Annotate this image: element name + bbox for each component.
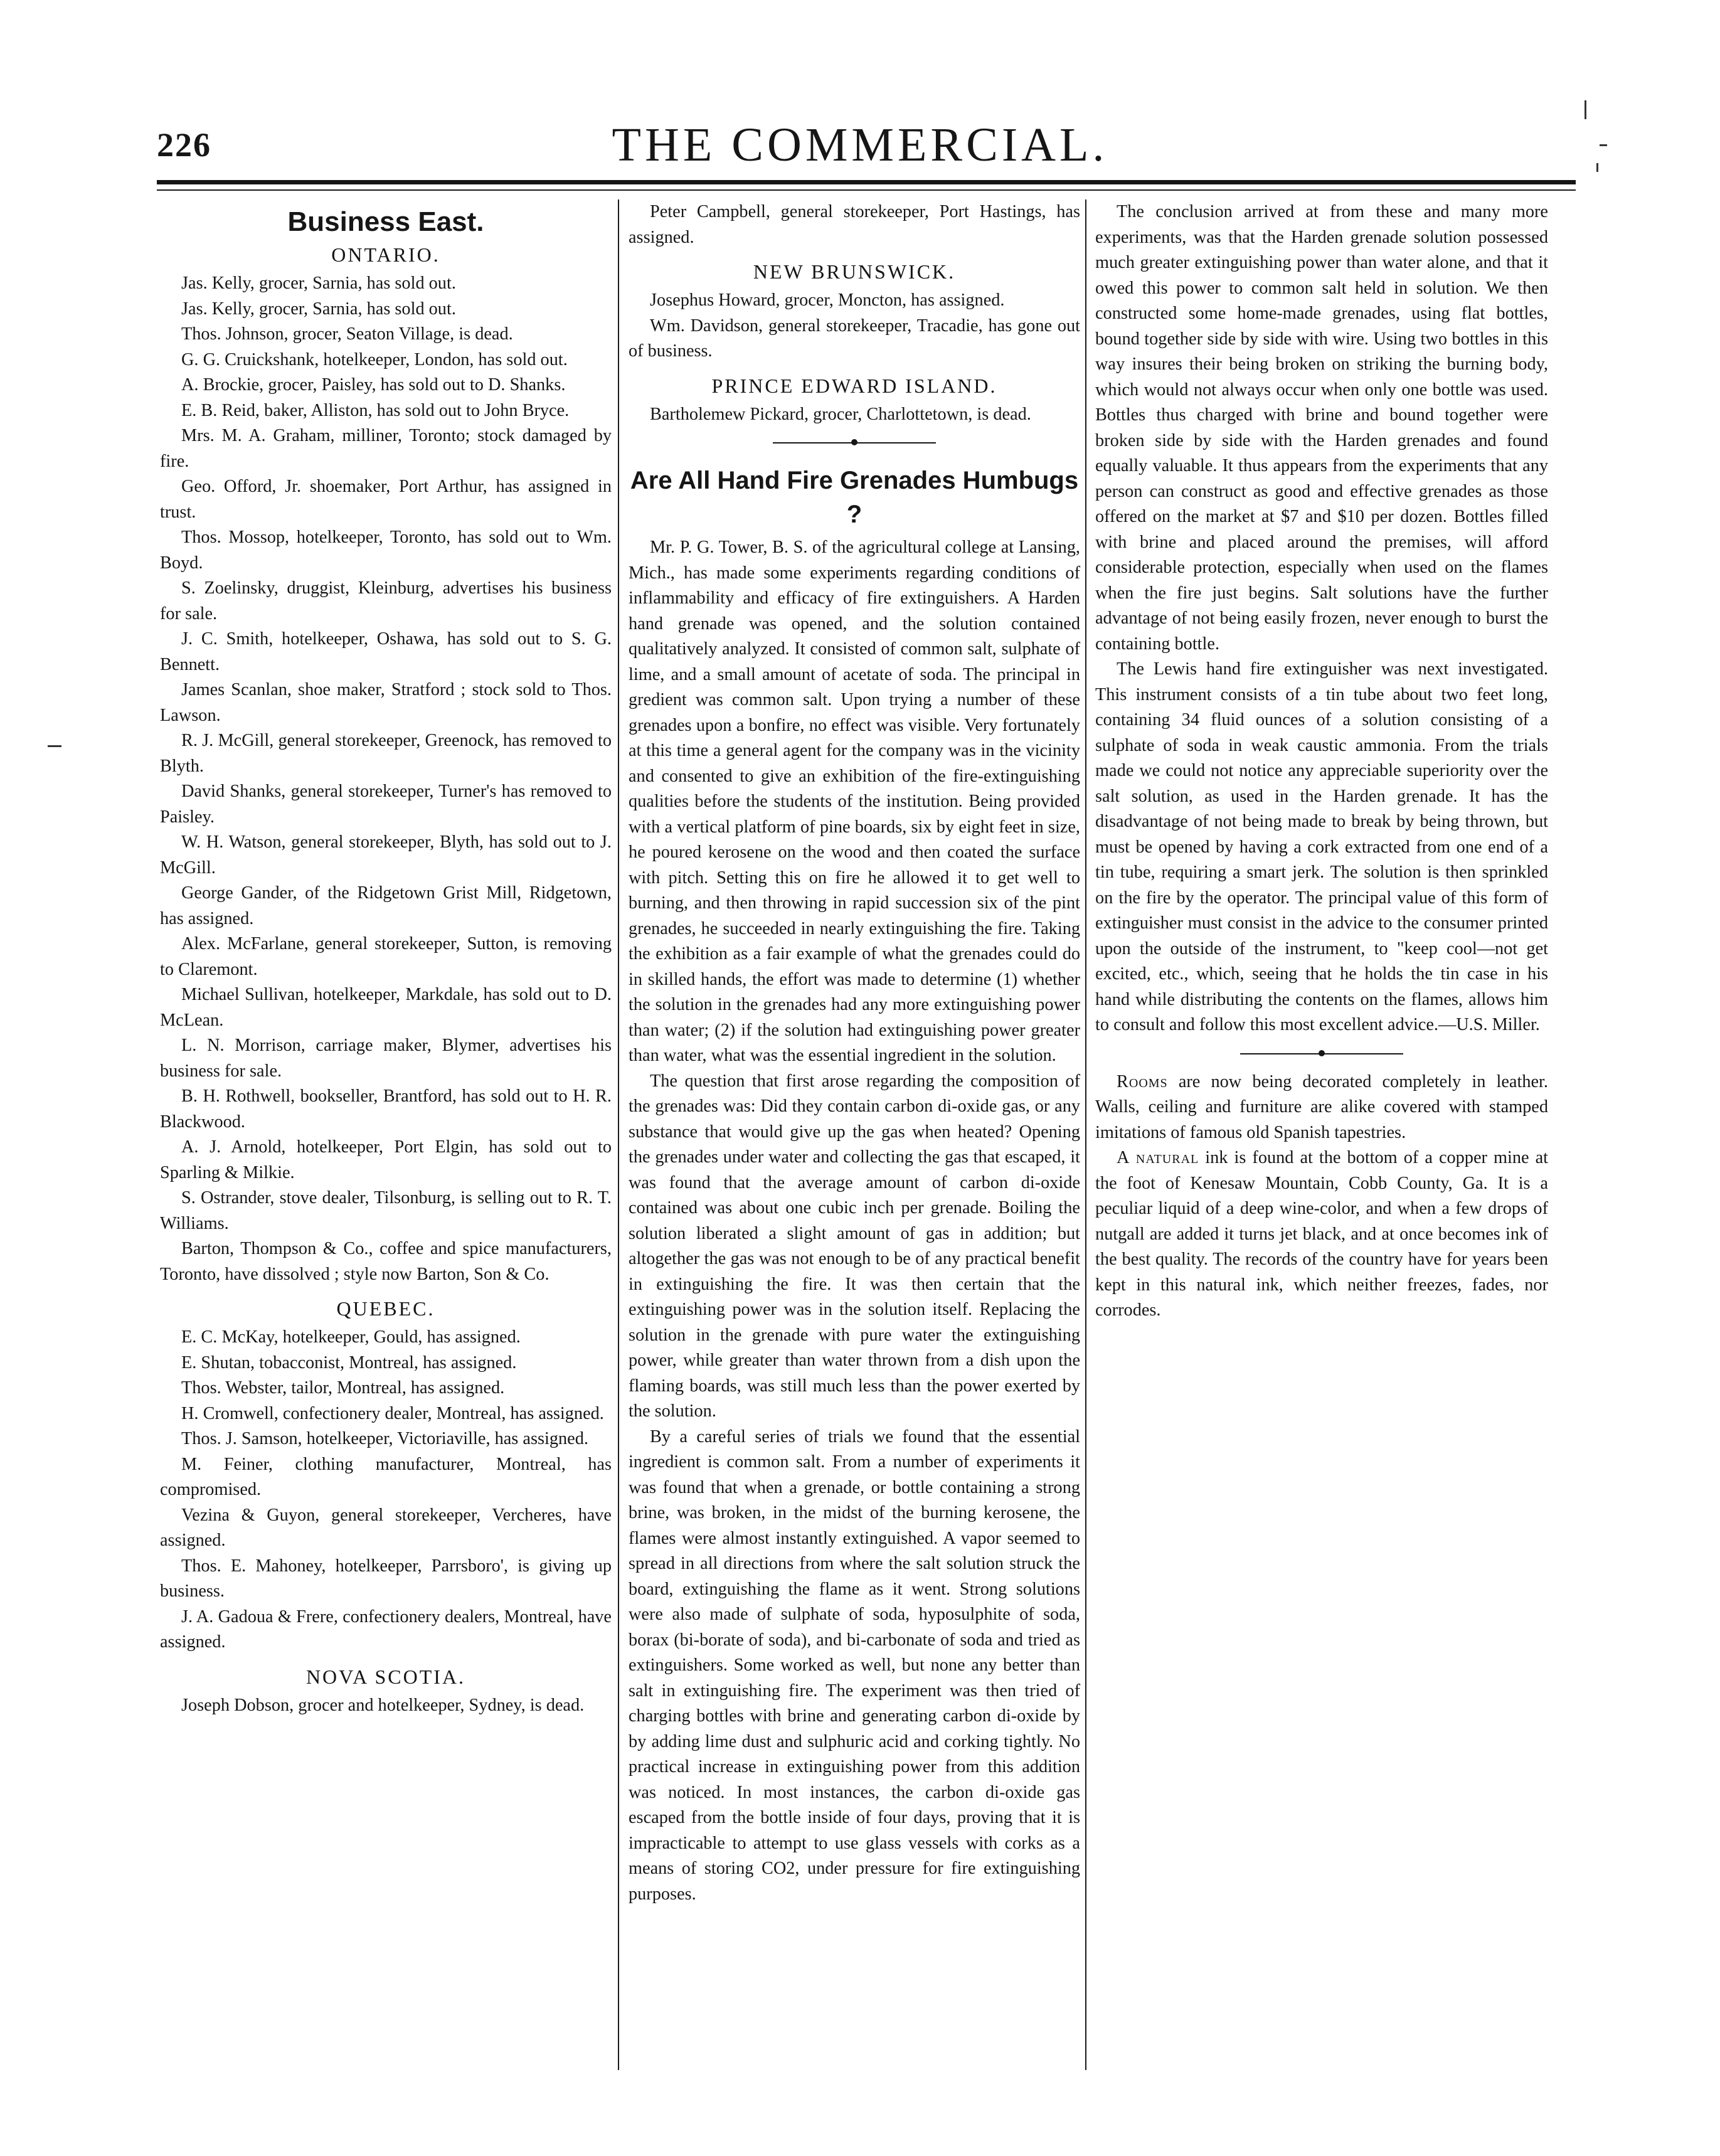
list-item: Thos. J. Samson, hotelkeeper, Victoriaville, has assigned. xyxy=(181,1429,588,1448)
section-title-business-east: Business East. xyxy=(287,206,484,237)
list-item: Wm. Davidson, general storekeeper, Tracadie, has gone out of business. xyxy=(629,316,1080,361)
article-headline: Are All Hand Fire Grenades Humbugs ? xyxy=(630,467,1079,528)
page-number: 226 xyxy=(157,126,211,164)
section-separator xyxy=(1095,1041,1548,1067)
list-item: Thos. E. Mahoney, hotelkeeper, Parrsboro', is giving up business. xyxy=(160,1556,612,1601)
list-item: W. H. Watson, general storekeeper, Blyth, has sold out to J. McGill. xyxy=(160,832,612,878)
column-right xyxy=(1095,199,1548,1324)
scan-mark xyxy=(1585,100,1586,119)
article-paragraph: The question that first arose regarding the composition of the grenades was: Did they contain carbon di-oxide gas, or any substance that would give up the gas when heated? Opening the grenades under water and collecting the gas that escaped, it was found that the average amount of carbon di-oxide contained was about one cubic inch per grenade. Boiling the solution liberated a slight amount of gas in addition; but altogether the gas was not enough to be of any practical benefit in extinguishing the fire. It was then certain that the extinguishing power was in the solution itself. Replacing the solution in the grenade with pure water the extinguishing power, while greater than water thrown from a dish upon the flaming boards, was still much less than the power exerted by the solution. xyxy=(629,1071,1080,1421)
list-item: Bartholemew Pickard, grocer, Charlottetown, is dead. xyxy=(650,404,1031,424)
note-lead: Rooms xyxy=(1117,1071,1168,1091)
list-item: James Scanlan, shoe maker, Stratford ; stock sold to Thos. Lawson. xyxy=(160,680,612,725)
list-item: Josephus Howard, grocer, Moncton, has assigned. xyxy=(650,290,1005,310)
column-left xyxy=(160,199,612,1718)
region-heading-pei: PRINCE EDWARD ISLAND. xyxy=(711,374,997,397)
article-paragraph: The Lewis hand fire extinguisher was next investigated. This instrument consists of a tin tube about two feet long, containing 34 fluid ounces of a solution consisting of a sulphate of soda in weak caustic ammonia. From the trials made we could not notice any appreciable superiority over the salt solution, as used in the Harden grenade. It has the disadvantage of not being made to break by being thrown, but must be opened by having a cork extracted from one end of a tin tube, requiring a smart jerk. The solution is then sprinkled on the fire by the operator. The principal value of this form of extinguisher must consist in the advice to the consumer printed upon the outside of the instrument, to "keep cool—not get excited, etc., which, seeing that he holds the tin case in his hand while distributing the contents on the flames, allows him to consult and follow this most excellent advice.—U.S. Miller. xyxy=(1095,659,1548,1034)
article-paragraph: The conclusion arrived at from these and many more experiments, was that the Harden grenade solution possessed much greater extinguishing power than water alone, and that it owed this power to common salt held in solution. We then constructed some home-made grenades, using flat bottles, bound together side by side with wire. Using two bottles in this way insures their being broken on striking the burning body, which would not always occur when only one bottle was used. Bottles thus charged with brine and bound together were broken side by side with the Harden grenades and found equally valuable. It thus appears from the experiments that any person can construct as good and effective grenades as those offered on the market at $7 and $10 per dozen. Bottles filled with brine and placed around the premises, will afford considerable protection, especially when used on the flames when the fire just begins. Salt solutions have the further advantage of not being easily frozen, never enough to burst the containing bottle. xyxy=(1095,202,1548,654)
list-item: Joseph Dobson, grocer and hotelkeeper, Sydney, is dead. xyxy=(181,1695,585,1715)
list-item: H. Cromwell, confectionery dealer, Montreal, has assigned. xyxy=(181,1403,604,1423)
list-item: Peter Campbell, general storekeeper, Port Hastings, has assigned. xyxy=(629,202,1080,247)
note-text: ink is found at the bottom of a copper mine at the foot of Kenesaw Mountain, Cobb County, Ga. It is a peculiar liquid of a deep wine-color, and when a few drops of nutgall are added it turns jet black, and at once becomes ink of the best quality. The records of the country have for years been kept in this natural ink, which neither freezes, fades, nor corrodes. xyxy=(1095,1148,1549,1320)
news-note xyxy=(1095,1070,1548,1146)
article-paragraph: Mr. P. G. Tower, B. S. of the agricultural college at Lansing, Mich., has made some experiments regarding conditions of inflammability and efficacy of fire extinguishers. A Harden hand grenade was opened, and the solution contained qualitatively analyzed. It consisted of common salt, sulphate of lime, and a small amount of acetate of soda. The principal in gredient was common salt. Upon trying a number of these grenades upon a bonfire, no effect was visible. Very fortunately at this time a general agent for the company was in the vicinity and consented to give an exhibition of the fire-extinguishing qualities before the students of the institution. Being provided with a vertical platform of pine boards, six by eight feet in size, he poured kerosene on the wood and then coated the surface with pitch. Setting this on fire he allowed it to get well to burning, and then throwing in rapid succession six of the pint grenades, he succeeded in nearly extinguishing the fire. Taking the exhibition as a fair example of what the grenades could do in skilled hands, the effort was made to determine (1) whether the solution in the grenades had any more extinguishing power than water; (2) if the solution had extinguishing power greater than water, what was the essential ingredient in the solution. xyxy=(629,538,1080,1065)
list-item: Vezina & Guyon, general storekeeper, Vercheres, have assigned. xyxy=(160,1505,612,1550)
article-paragraph: By a careful series of trials we found that the essential ingredient is common salt. From a number of experiments it was found that when a grenade, or bottle containing a strong brine, was broken, in the midst of the burning kerosene, the flames were almost instantly extinguished. A vapor seemed to spread in all directions from where the salt solution struck the board, extinguishing the flame as it went. Strong solutions were also made of sulphate of soda, hyposulphite of soda, borax (bi-borate of soda), and bi-carbonate of soda and tried as extinguishers. Some worked as well, but none any better than salt in extinguishing fire. The experiment was then tried of charging bottles with brine and generating carbon di-oxide by by adding lime dust and sulphuric acid and corking tightly. No practical increase in extinguishing power from this addition was noticed. In most instances, the carbon di-oxide gas escaped from the bottle inside of four days, proving that it is impracticable to attempt to use glass vessels with corks as a means of storing CO2, under pressure for fire extinguishing purposes. xyxy=(629,1426,1080,1904)
scan-mark xyxy=(48,745,61,747)
masthead-title: THE COMMERCIAL. xyxy=(612,119,1108,171)
note-text: are now being decorated completely in leather. Walls, ceiling and furniture are alike covered with stamped imitations of famous old Spanish tapestries. xyxy=(1095,1071,1548,1142)
scan-mark xyxy=(1596,163,1598,172)
list-item: B. H. Rothwell, bookseller, Brantford, has sold out to H. R. Blackwood. xyxy=(160,1086,612,1132)
column-divider xyxy=(618,199,619,2070)
list-item: A. Brockie, grocer, Paisley, has sold out to D. Shanks. xyxy=(181,375,566,395)
list-item: L. N. Morrison, carriage maker, Blymer, advertises his business for sale. xyxy=(160,1036,612,1081)
note-lead: A natural xyxy=(1117,1148,1199,1167)
column-divider xyxy=(1085,199,1086,2070)
list-item: Mrs. M. A. Graham, milliner, Toronto; stock damaged by fire. xyxy=(160,426,612,471)
list-item: Jas. Kelly, grocer, Sarnia, has sold out. xyxy=(181,273,456,293)
list-item: A. J. Arnold, hotelkeeper, Port Elgin, has sold out to Sparling & Milkie. xyxy=(160,1137,612,1182)
list-item: S. Ostrander, stove dealer, Tilsonburg, is selling out to R. T. Williams. xyxy=(160,1188,612,1233)
list-item: Michael Sullivan, hotelkeeper, Markdale, has sold out to D. McLean. xyxy=(160,985,612,1030)
list-item: J. C. Smith, hotelkeeper, Oshawa, has sold out to S. G. Bennett. xyxy=(160,629,612,674)
list-item: Alex. McFarlane, general storekeeper, Sutton, is removing to Claremont. xyxy=(160,934,612,979)
list-item: J. A. Gadoua & Frere, confectionery dealers, Montreal, have assigned. xyxy=(160,1606,612,1652)
list-item: Barton, Thompson & Co., coffee and spice manufacturers, Toronto, have dissolved ; style now Barton, Son & Co. xyxy=(160,1239,612,1284)
list-item: E. Shutan, tobacconist, Montreal, has assigned. xyxy=(181,1352,517,1373)
news-note xyxy=(1095,1145,1548,1324)
list-item: Thos. Johnson, grocer, Seaton Village, is dead. xyxy=(181,324,513,344)
region-heading-ontario: ONTARIO. xyxy=(331,243,440,266)
list-item: M. Feiner, clothing manufacturer, Montreal, has compromised. xyxy=(160,1454,612,1499)
list-item: David Shanks, general storekeeper, Turner's has removed to Paisley. xyxy=(160,782,612,827)
list-item: Thos. Webster, tailor, Montreal, has assigned. xyxy=(181,1378,505,1398)
list-item: Thos. Mossop, hotelkeeper, Toronto, has sold out to Wm. Boyd. xyxy=(160,528,612,573)
header-rule-thin xyxy=(157,189,1576,191)
list-item: E. B. Reid, baker, Alliston, has sold out to John Bryce. xyxy=(181,400,570,420)
list-item: E. C. McKay, hotelkeeper, Gould, has assigned. xyxy=(181,1327,521,1347)
list-item: Geo. Offord, Jr. shoemaker, Port Arthur, has assigned in trust. xyxy=(160,477,612,522)
region-heading-quebec: QUEBEC. xyxy=(336,1297,435,1320)
region-heading-nova-scotia: NOVA SCOTIA. xyxy=(305,1665,466,1688)
region-heading-new-brunswick: NEW BRUNSWICK. xyxy=(753,260,956,283)
list-item: George Gander, of the Ridgetown Grist Mill, Ridgetown, has assigned. xyxy=(160,883,612,928)
header-rule-thick xyxy=(157,180,1576,184)
list-item: Jas. Kelly, grocer, Sarnia, has sold out. xyxy=(181,299,456,319)
section-separator xyxy=(629,430,1080,456)
list-item: R. J. McGill, general storekeeper, Greenock, has removed to Blyth. xyxy=(160,731,612,776)
column-middle xyxy=(629,199,1080,1907)
scan-mark xyxy=(1600,144,1607,146)
list-item: G. G. Cruickshank, hotelkeeper, London, has sold out. xyxy=(181,349,568,369)
list-item: S. Zoelinsky, druggist, Kleinburg, advertises his business for sale. xyxy=(160,578,612,624)
